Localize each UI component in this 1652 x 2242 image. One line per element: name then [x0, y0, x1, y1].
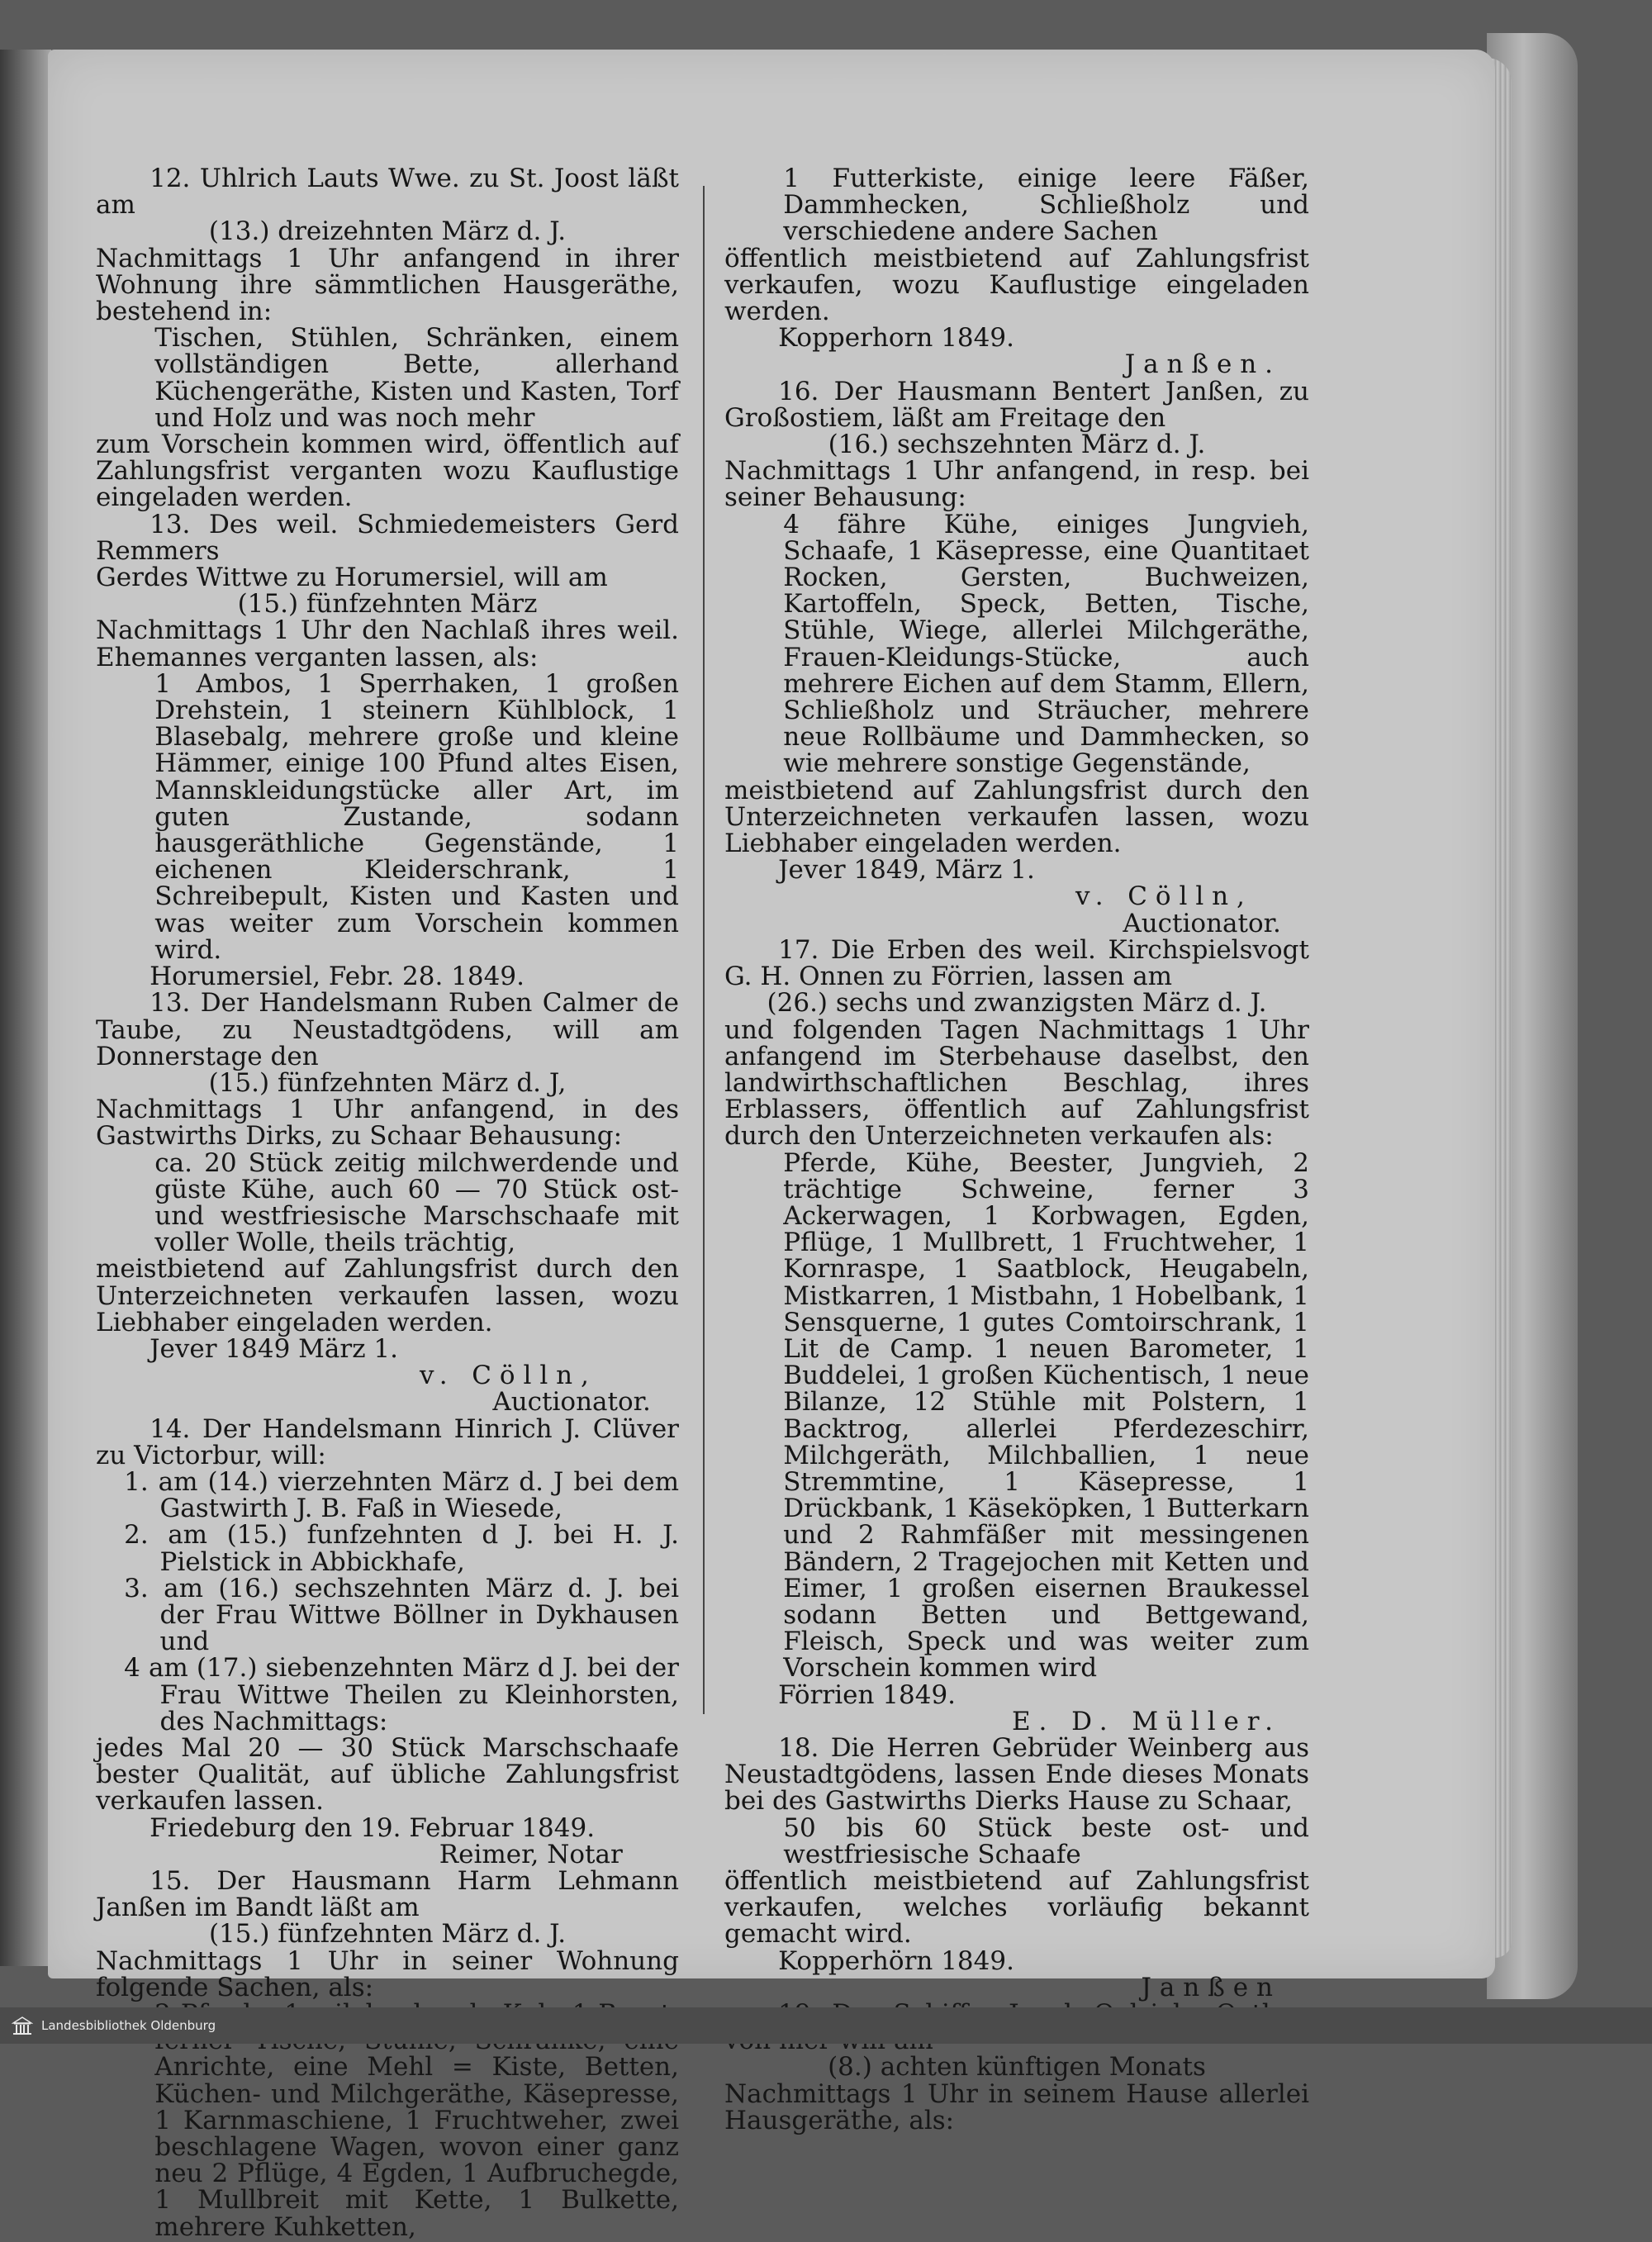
- left-paragraph-12: (15.) fünfzehnten März d. J,: [208, 1067, 567, 1098]
- left-paragraph-6: Gerdes Wittwe zu Horumersiel, will am: [96, 563, 608, 593]
- left-paragraph-19: 14. Der Handelsmann Hinrich J. Clüver zu Victorbur, will:: [96, 1413, 679, 1470]
- right-paragraph-5: (16.) sechszehnten März d. J.: [828, 430, 1206, 460]
- right-paragraph-18: 18. Die Herren Gebrüder Weinberg aus Neustadtgödens, lassen Ende dieses Monats bei des Gastwirths Dierks Hause zu Schaar,: [724, 1732, 1309, 1817]
- left-paragraph-27: 15. Der Hausmann Harm Lehmann Janßen im Bandt läßt am: [96, 1866, 679, 1923]
- library-name: Landesbibliothek Oldenburg: [41, 2018, 216, 2033]
- left-paragraph-9: 1 Ambos, 1 Sperrhaken, 1 großen Drehstein, 1 steinern Kühlblock, 1 Blasebalg, mehrere große und kleine Hämmer, einige 100 Pfund altes Eisen, Mannskleidungstücke aller Art, im guten Zustande, sodann hausgeräthliche Gegenstände, 1 eichenen Kleiderschrank, 1 Schreibepult, Kisten und Kasten und was weiter zum Vorschein kommen wird.: [154, 668, 679, 965]
- right-paragraph-16: Förrien 1849.: [778, 1679, 957, 1710]
- left-paragraph-28: (15.) fünfzehnten März d. J.: [208, 1919, 567, 1950]
- right-paragraph-11: Auctionator.: [1123, 908, 1281, 938]
- left-paragraph-8: Nachmittags 1 Uhr den Nachlaß ihres weil. Ehemannes verganten lassen, als:: [96, 615, 679, 672]
- right-paragraph-6: Nachmittags 1 Uhr anfangend, in resp. bei seiner Behausung:: [724, 456, 1309, 513]
- left-paragraph-4: zum Vorschein kommen wird, öffentlich auf Zahlungsfrist verganten wozu Kauflustige eingeladen werden.: [96, 430, 679, 513]
- left-paragraph-22: 3. am (16.) sechszehnten März d. J. bei der Frau Wittwe Böllner in Dykhausen und: [124, 1573, 679, 1657]
- left-paragraph-14: ca. 20 Stück zeitig milchwerdende und güste Kühe, auch 60 — 70 Stück ost- und westfriesische Marschschaafe mit voller Wolle, theils trächtig,: [154, 1147, 679, 1258]
- left-paragraph-25: Friedeburg den 19. Februar 1849.: [150, 1812, 596, 1843]
- left-paragraph-2: Nachmittags 1 Uhr anfangend in ihrer Wohnung ihre sämmtlichen Hausgeräthe, bestehend in:: [96, 243, 679, 327]
- right-text-column: [724, 165, 1309, 2134]
- left-paragraph-26: Reimer, Notar: [439, 1839, 623, 1869]
- left-paragraph-23: 4 am (17.) siebenzehnten März d J. bei der Frau Wittwe Theilen zu Kleinhorsten, des Nachmittags:: [124, 1653, 679, 1736]
- right-paragraph-24: (8.) achten künftigen Monats: [828, 2052, 1206, 2083]
- left-paragraph-1: (13.) dreizehnten März d. J.: [208, 216, 567, 247]
- right-paragraph-19: 50 bis 60 Stück beste ost- und westfriesische Schaafe: [783, 1812, 1309, 1869]
- left-paragraph-5: 13. Des weil. Schmiedemeisters Gerd Remmers: [96, 509, 679, 566]
- right-paragraph-1: öffentlich meistbietend auf Zahlungsfrist verkaufen, wozu Kauflustige eingeladen werden.: [724, 243, 1309, 327]
- left-paragraph-18: Auctionator.: [492, 1387, 651, 1418]
- left-paragraph-17: v. Cölln,: [419, 1361, 597, 1391]
- left-paragraph-20: 1. am (14.) vierzehnten März d. J bei dem Gastwirth J. B. Faß in Wiesede,: [124, 1466, 679, 1524]
- left-paragraph-30: Anrichte, eine Mehl = Kiste, Betten, Küchen- und Milchgeräthe, Käsepresse, 1 Karnmaschiene, 1 Fruchtweher, zwei beschlagene Wagen, wovon einer ganz neu 2 Pflüge, 4 Egden, 1 Aufbruchegde, 1 Mullbreit mit Kette, 1 Bulkette, mehrere Kuhketten,: [154, 2052, 679, 2242]
- right-paragraph-21: Kopperhörn 1849.: [778, 1945, 1014, 1976]
- right-paragraph-4: 16. Der Hausmann Bentert Janßen, zu Großostiem, läßt am Freitage den: [724, 376, 1309, 433]
- left-paragraph-13: Nachmittags 1 Uhr anfangend, in des Gastwirths Dirks, zu Schaar Behausung:: [96, 1095, 679, 1152]
- right-paragraph-7: 4 fähre Kühe, einiges Jungvieh, Schaafe, 1 Käsepresse, eine Quantitaet Rocken, Gersten, Buchweizen, Kartoffeln, Speck, Betten, Tische, Stühle, Wiege, allerlei Milchgeräthe, Frauen-Kleidungs-Stücke, auch mehrere Eichen auf dem Stamm, Ellern, Schließholz und Sträucher, mehrere neue Rollbäume und Dammhecken, so wie mehrere sonstige Gegenstände,: [783, 509, 1309, 779]
- column-divider: [703, 186, 705, 1714]
- viewer-footer: [0, 2007, 1652, 2044]
- right-paragraph-25: Nachmittags 1 Uhr in seinem Hause allerlei Hausgeräthe, als:: [724, 2078, 1309, 2135]
- right-paragraph-2: Kopperhorn 1849.: [778, 323, 1014, 354]
- left-page-fold: [0, 50, 51, 1966]
- left-paragraph-0: 12. Uhlrich Lauts Wwe. zu St. Joost läßt am: [96, 164, 679, 221]
- right-paragraph-3: Janßen.: [1124, 349, 1281, 380]
- left-paragraph-7: (15.) fünfzehnten März: [237, 589, 538, 620]
- right-paragraph-20: öffentlich meistbietend auf Zahlungsfrist verkaufen, welches vorläufig bekannt gemacht wird.: [724, 1866, 1309, 1950]
- right-paragraph-12: 17. Die Erben des weil. Kirchspielsvogt G. H. Onnen zu Förrien, lassen am: [724, 934, 1309, 992]
- right-paragraph-9: Jever 1849, März 1.: [778, 855, 1035, 886]
- right-paragraph-22: Janßen: [1141, 1972, 1281, 2002]
- library-building-icon: [12, 2015, 33, 2036]
- right-paragraph-15: Pferde, Kühe, Beester, Jungvieh, 2 trächtige Schweine, ferner 3 Ackerwagen, 1 Korbwagen, Egden, Pflüge, 1 Mullbrett, 1 Fruchtweher, 1 Kornraspe, 1 Saatblock, Heugabeln, Mistkarren, 1 Mistbahn, 1 Hobelbank, 1 Sensquerne, 1 gutes Comtoirschrank, 1 Lit de Camp. 1 neuen Barometer, 1 Buddelei, 1 großen Küchentisch, 1 neue Bilanze, 12 Stühle mit Polstern, 1 Backtrog, allerlei Pferdezeschirr, Milchgeräth, Milchballien, 1 neue Stremmtine, 1 Käsepresse, 1 Drückbank, 1 Käseköpken, 1 Butterkarn und 2 Rahmfäßer mit messingenen Bändern, 2 Tragejochen mit Ketten und Eimer, 1 großen eisernen Braukessel sodann Betten und Bettgewand, Fleisch, Speck und was weiter zum Vorschein kommen wird: [783, 1147, 1309, 1684]
- left-paragraph-24: jedes Mal 20 — 30 Stück Marschschaafe bester Qualität, auf übliche Zahlungsfrist verkaufen lassen.: [96, 1732, 679, 1817]
- left-paragraph-11: 13. Der Handelsmann Ruben Calmer de Taube, zu Neustadtgödens, will am Donnerstage den: [96, 988, 679, 1071]
- left-paragraph-3: Tischen, Stühlen, Schränken, einem vollständigen Bette, allerhand Küchengeräthe, Kisten und Kasten, Torf und Holz und was noch mehr: [154, 323, 679, 433]
- right-paragraph-8: meistbietend auf Zahlungsfrist durch den Unterzeichneten verkaufen lassen, wozu Liebhaber eingeladen werden.: [724, 775, 1309, 859]
- left-text-column: [96, 165, 679, 2240]
- right-paragraph-10: v. Cölln,: [1075, 881, 1253, 912]
- left-paragraph-10: Horumersiel, Febr. 28. 1849.: [150, 962, 525, 992]
- left-paragraph-16: Jever 1849 März 1.: [150, 1333, 398, 1364]
- left-paragraph-29: Nachmittags 1 Uhr in seiner Wohnung folgende Sachen, als:: [96, 1945, 679, 2002]
- left-paragraph-15: meistbietend auf Zahlungsfrist durch den Unterzeichneten verkaufen lassen, wozu Liebhaber eingeladen werden.: [96, 1254, 679, 1337]
- right-paragraph-0: 1 Futterkiste, einige leere Fäßer, Dammhecken, Schließholz und verschiedene andere Sachen: [783, 164, 1309, 247]
- left-paragraph-21: 2. am (15.) funfzehnten d J. bei H. J. Pielstick in Abbickhafe,: [124, 1520, 679, 1577]
- right-paragraph-17: E. D. Müller.: [1012, 1706, 1281, 1736]
- right-paragraph-13: (26.) sechs und zwanzigsten März d. J.: [767, 988, 1267, 1019]
- right-paragraph-14: und folgenden Tagen Nachmittags 1 Uhr anfangend im Sterbehause daselbst, den landwirthschaftlichen Beschlag, ihres Erblassers, öffentlich auf Zahlungsfrist durch den Unterzeichneten verkaufen als:: [724, 1014, 1309, 1152]
